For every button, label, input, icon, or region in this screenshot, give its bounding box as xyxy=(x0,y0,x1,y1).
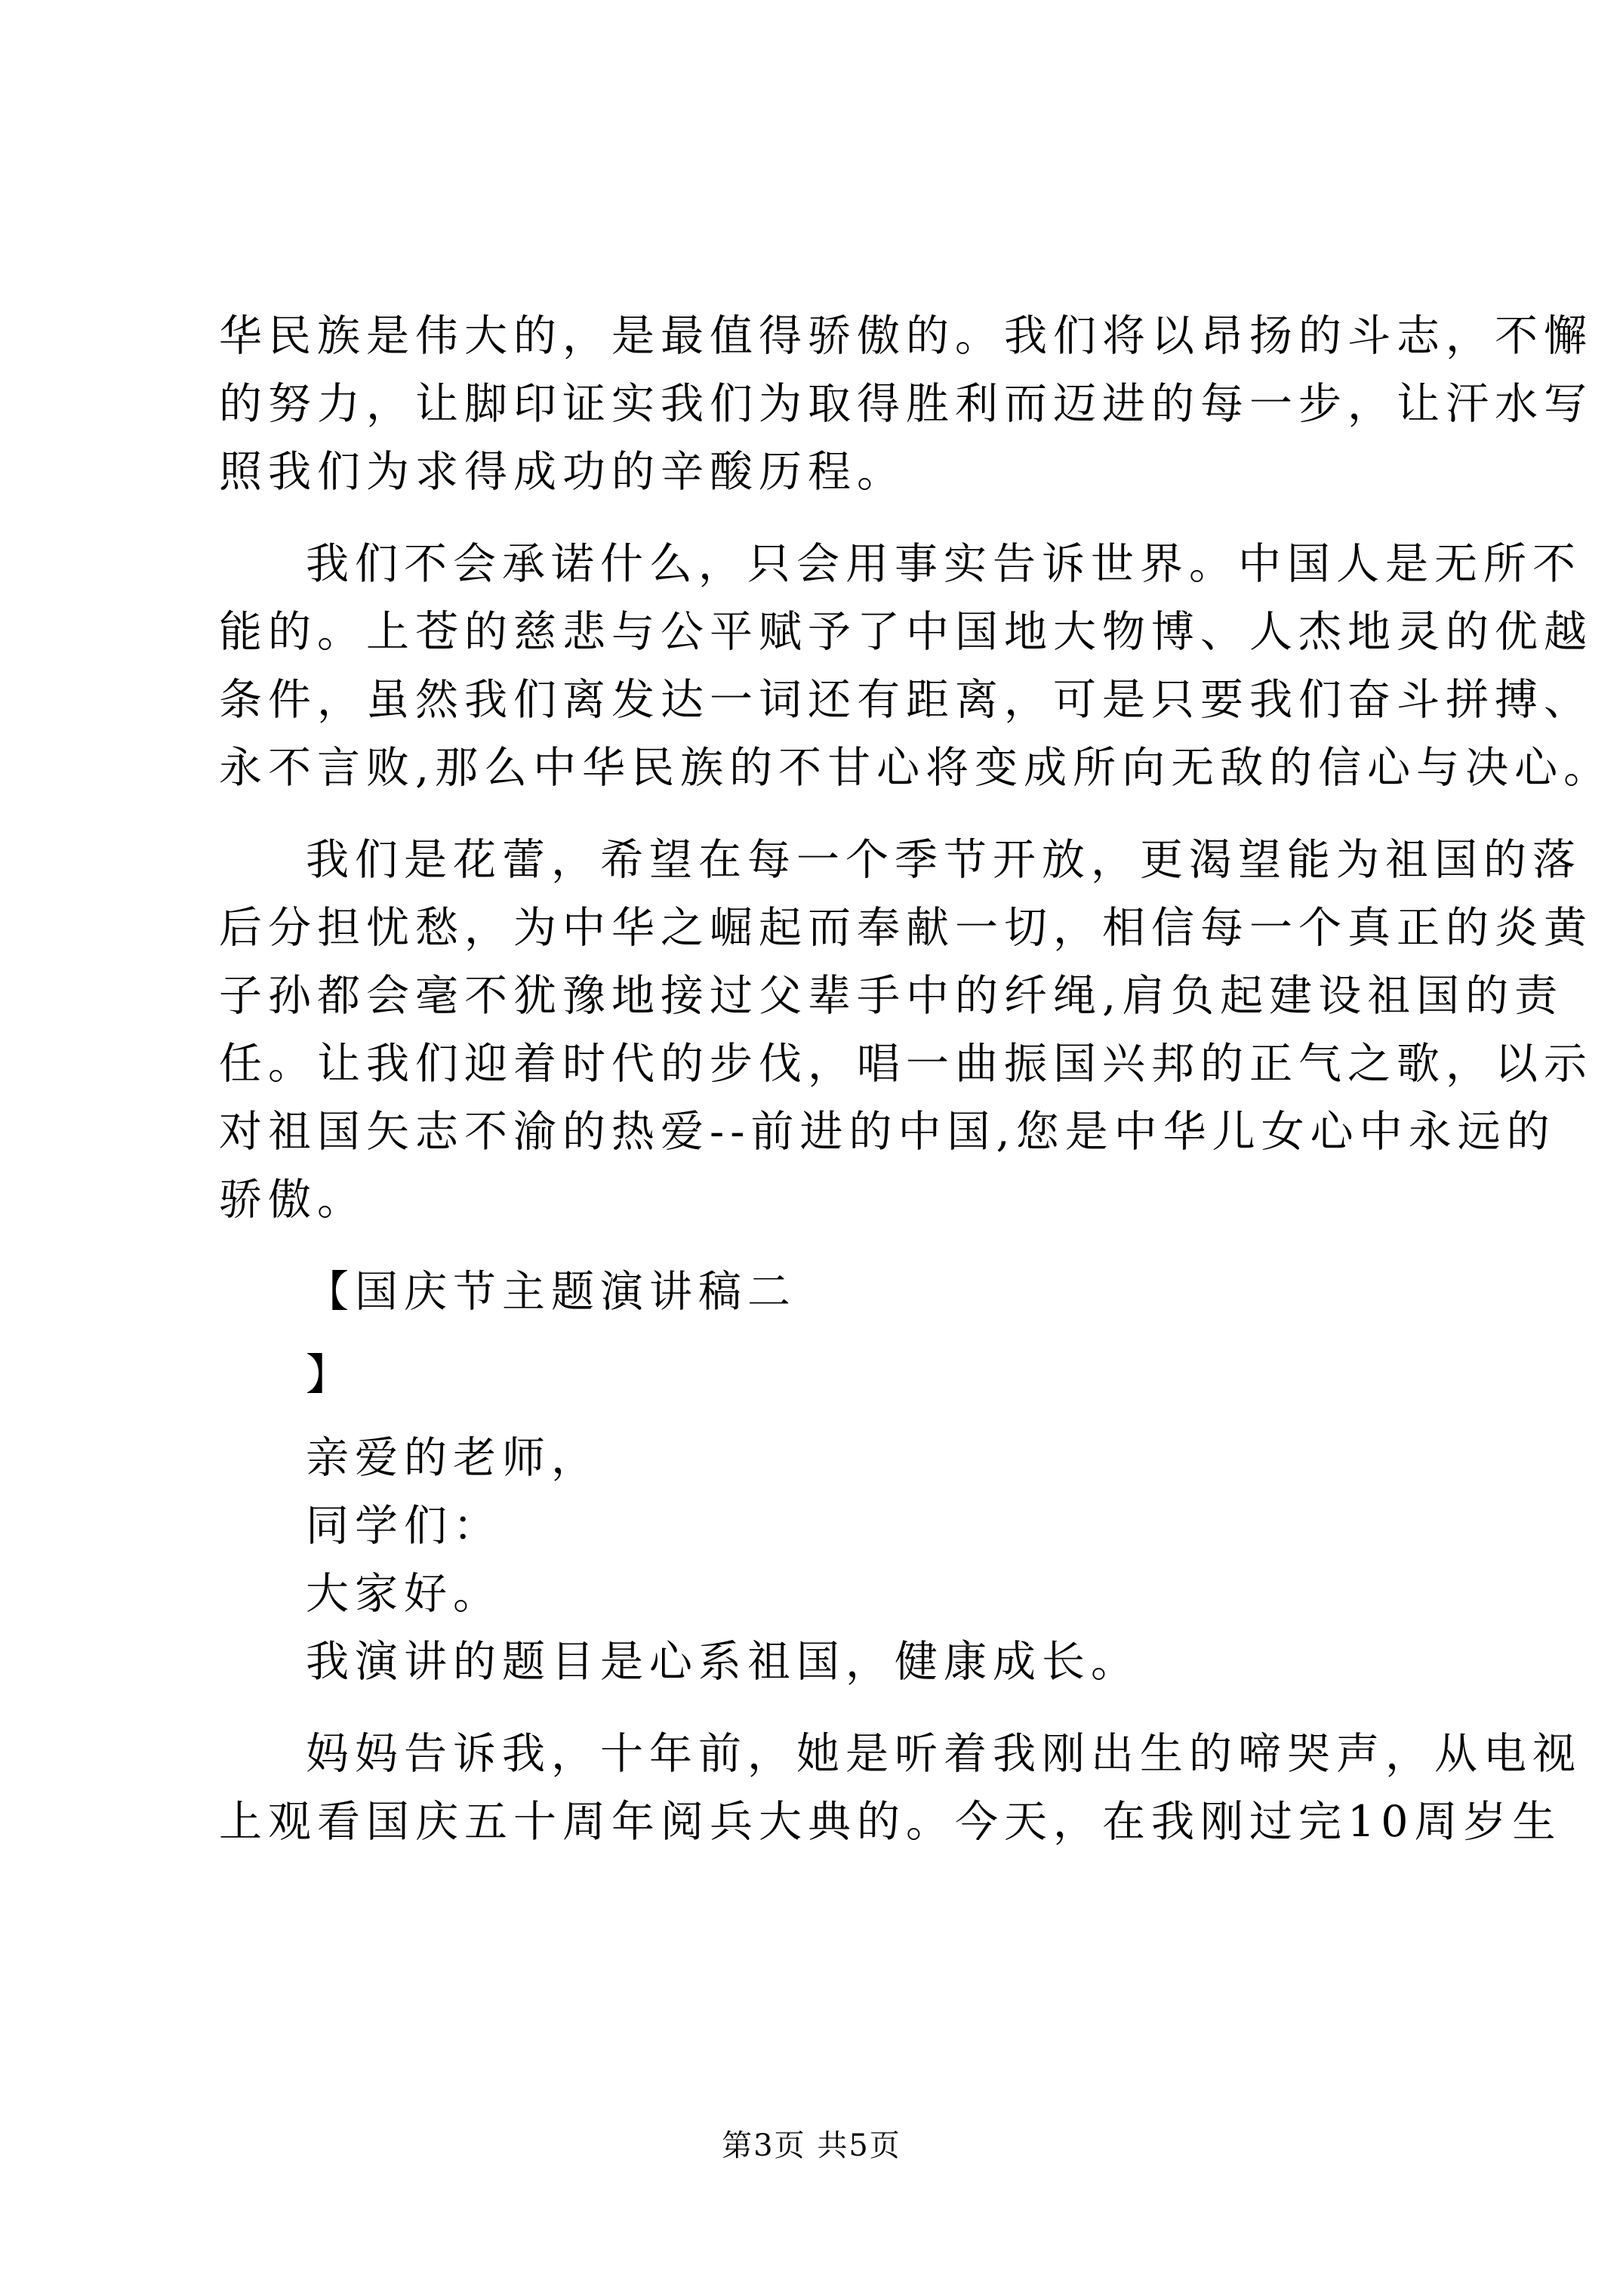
greeting-line: 大家好。 xyxy=(306,1569,502,1619)
paragraph-line: 骄傲。 xyxy=(219,1175,366,1225)
salutation-line: 同学们： xyxy=(306,1501,502,1551)
paragraph-line: 子孙都会毫不犹豫地接过父辈手中的纤绳,肩负起建设祖国的责 xyxy=(219,971,1564,1021)
paragraph-line: 妈妈告诉我，十年前，她是听着我刚出生的啼哭声，从电视 xyxy=(306,1729,1581,1779)
paragraph-line: 任。让我们迎着时代的步伐，唱一曲振国兴邦的正气之歌，以示 xyxy=(219,1039,1593,1089)
paragraph-line: 我们是花蕾，希望在每一个季节开放，更渴望能为祖国的落 xyxy=(306,835,1581,885)
document-body xyxy=(219,302,1613,1856)
paragraph-line: 的努力，让脚印证实我们为取得胜利而迈进的每一步，让汗水写 xyxy=(219,379,1593,429)
paragraph-line: 对祖国矢志不渝的热爱--前进的中国,您是中华儿女心中永远的 xyxy=(219,1107,1556,1157)
paragraph-line: 永不言败,那么中华民族的不甘心将变成所向无敌的信心与决心。 xyxy=(219,743,1613,793)
section-heading: 【国庆节主题演讲稿二 xyxy=(306,1267,796,1317)
paragraph-line: 我们不会承诺什么，只会用事实告诉世界。中国人是无所不 xyxy=(306,539,1581,589)
paragraph-line: 华民族是伟大的，是最值得骄傲的。我们将以昂扬的斗志，不懈 xyxy=(219,311,1593,361)
paragraph-line: 上观看国庆五十周年阅兵大典的。今天，在我刚过完10周岁生 xyxy=(219,1797,1562,1847)
topic-line: 我演讲的题目是心系祖国，健康成长。 xyxy=(306,1637,1140,1687)
section-heading-bracket: 】 xyxy=(306,1350,355,1400)
paragraph-line: 后分担忧愁，为中华之崛起而奉献一切，相信每一个真正的炎黄 xyxy=(219,903,1593,953)
paragraph-line: 能的。上苍的慈悲与公平赋予了中国地大物博、人杰地灵的优越 xyxy=(219,607,1593,657)
paragraph-line: 照我们为求得成功的辛酸历程。 xyxy=(219,447,906,497)
salutation-line: 亲爱的老师， xyxy=(306,1433,600,1483)
paragraph-line: 条件，虽然我们离发达一词还有距离，可是只要我们奋斗拼搏、 xyxy=(219,675,1593,725)
page-number-footer: 第3页 共5页 xyxy=(722,2128,901,2163)
